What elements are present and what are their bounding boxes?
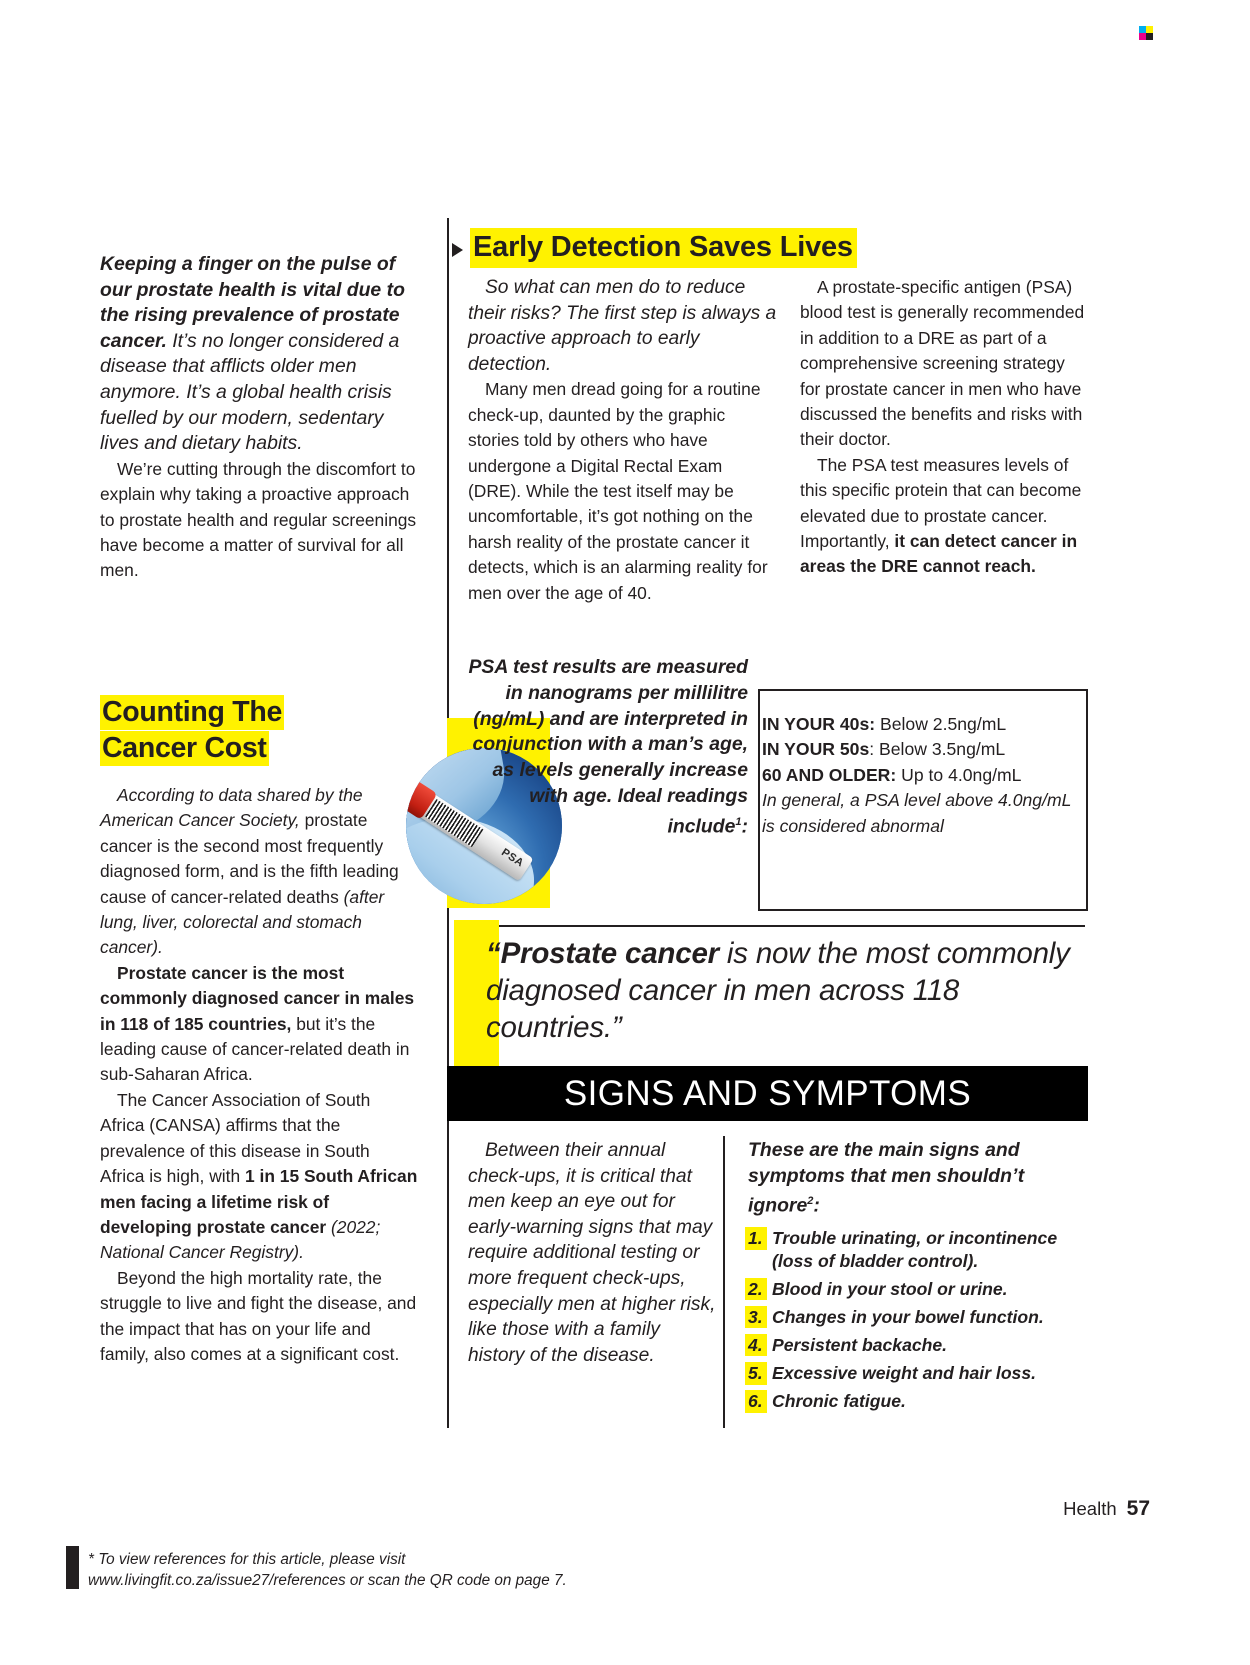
footnote-line-1: * To view references for this article, please visit: [88, 1551, 406, 1568]
list-item-number: 1.: [745, 1227, 767, 1250]
most-diagnosed-bold: Prostate cancer is the most commonly diagnosed cancer in males in 118 of 185 countries,: [100, 962, 415, 1034]
footnote-accent-bar: [66, 1546, 79, 1589]
left-paragraph-2: We’re cutting through the discomfort to explain why taking a proactive approach to prostate health and regular screenings have become a matter of survival for all men.: [100, 458, 417, 581]
list-item-number: 2.: [745, 1278, 767, 1301]
list-item: [745, 1306, 1090, 1329]
psa-callout-text: [460, 655, 748, 840]
psa-row-60plus: [762, 763, 1082, 788]
psa-row-40s-key: IN YOUR 40s:: [762, 714, 876, 734]
page-number: 57: [1126, 1497, 1150, 1520]
acs-attribution: According to data shared by the American Cancer Society,: [100, 785, 363, 831]
list-item-number: 6.: [745, 1390, 767, 1413]
left2-paragraph-2: [100, 961, 418, 1088]
early-detection-heading: Early Detection Saves Lives: [470, 228, 857, 268]
list-item: [745, 1227, 1090, 1272]
right-paragraph-2: [800, 453, 1088, 580]
cansa-text: The Cancer Association of South Africa (CANSA) affirms that the prevalence of this disease in South Africa is high, with: [100, 1089, 371, 1187]
left2-paragraph-3: [100, 1088, 418, 1266]
most-diagnosed-rest: but it’s the leading cause of cancer-related death in sub-Saharan Africa.: [100, 1013, 410, 1085]
counting-cancer-cost-heading: [100, 694, 430, 766]
acs-rest: prostate cancer is the second most frequently diagnosed form, and is the fifth leading cause of cancer-related deaths: [100, 810, 399, 907]
pull-quote: [486, 935, 1086, 1046]
psa-row-50s-value: : Below 3.5ng/mL: [869, 739, 1006, 760]
early-detection-heading-wrap: [452, 228, 972, 268]
symptoms-intro-colon: :: [813, 1194, 820, 1217]
list-item-label: Changes in your bowel function.: [772, 1306, 1044, 1327]
left2-paragraph-1: [100, 783, 418, 961]
symptoms-intro-text: These are the main signs and symptoms that men shouldn’t ignore: [748, 1139, 1025, 1217]
pull-quote-rule: [488, 925, 1085, 927]
pull-quote-bold: Prostate cancer: [500, 937, 719, 970]
footer-section-label: Health: [1063, 1498, 1117, 1519]
cansa-risk-bold: 1 in 15 South African men facing a lifetime risk of developing prostate cancer: [100, 1166, 418, 1237]
mid-intro-paragraph: So what can men do to reduce their risks? The first step is always a proactive approach to early detection.: [468, 277, 777, 375]
footnote: [88, 1549, 648, 1591]
pull-quote-rest: is now the most commonly diagnosed cancer in men across 118 countries.”: [486, 937, 1070, 1044]
column-divider-rule-bottom: [723, 1136, 725, 1428]
list-item: [745, 1390, 1090, 1413]
acs-parenthetical: (after lung, liver, colorectal and stomach cancer).: [100, 886, 385, 958]
list-item-label: Trouble urinating, or incontinence (loss of bladder control).: [772, 1228, 1058, 1271]
counting-heading-line2: Cancer Cost: [102, 732, 267, 764]
list-item-number: 5.: [745, 1362, 767, 1385]
list-item-number: 4.: [745, 1334, 767, 1357]
bottom-middle-column: [468, 1138, 718, 1368]
psa-callout-colon: :: [741, 815, 748, 838]
list-item-number: 3.: [745, 1306, 767, 1329]
registration-mark: [1139, 26, 1153, 40]
psa-row-60plus-key: 60 AND OLDER:: [762, 764, 897, 785]
left-column-intro: [100, 252, 418, 584]
list-item-label: Chronic fatigue.: [772, 1391, 906, 1412]
lead-bold-text: Keeping a finger on the pulse of our prostate health is vital due to the rising prevalence of prostate cancer.: [100, 253, 405, 352]
lead-italic-text: It’s no longer considered a disease that afflicts older men anymore. It’s a global health crisis fuelled by our modern, sedentary lives and dietary habits.: [100, 329, 400, 455]
dre-cannot-reach-bold: it can detect cancer in areas the DRE cannot reach.: [800, 531, 1078, 577]
psa-abnormal-note: In general, a PSA level above 4.0ng/mL is considered abnormal: [762, 790, 1072, 836]
list-item: [745, 1278, 1090, 1301]
pull-quote-open: “: [486, 937, 501, 970]
psa-measures-text: The PSA test measures levels of this specific protein that can become elevated due to prostate cancer. Importantly,: [800, 454, 1082, 552]
list-item-label: Excessive weight and hair loss.: [772, 1362, 1037, 1383]
list-item: [745, 1362, 1090, 1385]
counting-heading-line1: Counting The: [102, 696, 283, 728]
symptoms-footnote-marker: 2: [807, 1195, 814, 1208]
footnote-line-2: www.livingfit.co.za/issue27/references or scan the QR code on page 7.: [88, 1572, 567, 1589]
page-footer: [1063, 1497, 1150, 1521]
left-column-body: [100, 783, 418, 1367]
between-checkups-paragraph: Between their annual check-ups, it is critical that men keep an eye out for early-warning signs that may require additional testing or more frequent check-ups, especially men at higher risk, like those with a family history of the disease.: [468, 1140, 716, 1366]
mid-body-paragraph: Many men dread going for a routine check-up, daunted by the graphic stories told by others who have undergone a Digital Rectal Exam (DRE). While the test itself may be uncomfortable, it’s got nothing on the harsh reality of the prostate cancer it detects, which is an alarming reality for men over the age of 40.: [468, 379, 768, 603]
list-item: [745, 1334, 1090, 1357]
psa-reference-values: [762, 712, 1082, 839]
triangle-arrow-icon: [452, 243, 463, 257]
psa-row-40s-value: Below 2.5ng/mL: [875, 714, 1007, 734]
psa-callout-body: PSA test results are measured in nanograms per millilitre (ng/mL) and are interpreted in conjunction with a man’s age, as levels generally increase with age. Ideal readings include: [468, 656, 748, 838]
lead-paragraph: [100, 252, 418, 457]
psa-footnote-marker: 1: [735, 815, 742, 828]
psa-row-40s: [762, 712, 1082, 737]
right-paragraph-1: A prostate-specific antigen (PSA) blood test is generally recommended in addition to a DRE as part of a comprehensive screening strategy for prostate cancer in men who have discussed the benefits and risks with their doctor.: [800, 277, 1085, 450]
signs-and-symptoms-banner: SIGNS AND SYMPTOMS: [447, 1066, 1088, 1121]
list-item-label: Persistent backache.: [772, 1334, 948, 1355]
right-column: [800, 275, 1088, 580]
tube-psa-label: PSA: [499, 846, 526, 870]
psa-row-50s: [762, 737, 1082, 762]
symptoms-list: [745, 1227, 1090, 1418]
list-item-label: Blood in your stool or urine.: [772, 1278, 1008, 1299]
psa-row-50s-key: IN YOUR 50s: [762, 739, 870, 760]
symptoms-intro: [748, 1138, 1078, 1219]
middle-column: [468, 275, 780, 606]
psa-row-60plus-value: Up to 4.0ng/mL: [896, 764, 1022, 785]
left2-paragraph-4: Beyond the high mortality rate, the struggle to live and fight the disease, and the impact that has on your life and family, also comes at a significant cost.: [100, 1267, 417, 1364]
cansa-source: (2022; National Cancer Registry).: [100, 1216, 381, 1263]
